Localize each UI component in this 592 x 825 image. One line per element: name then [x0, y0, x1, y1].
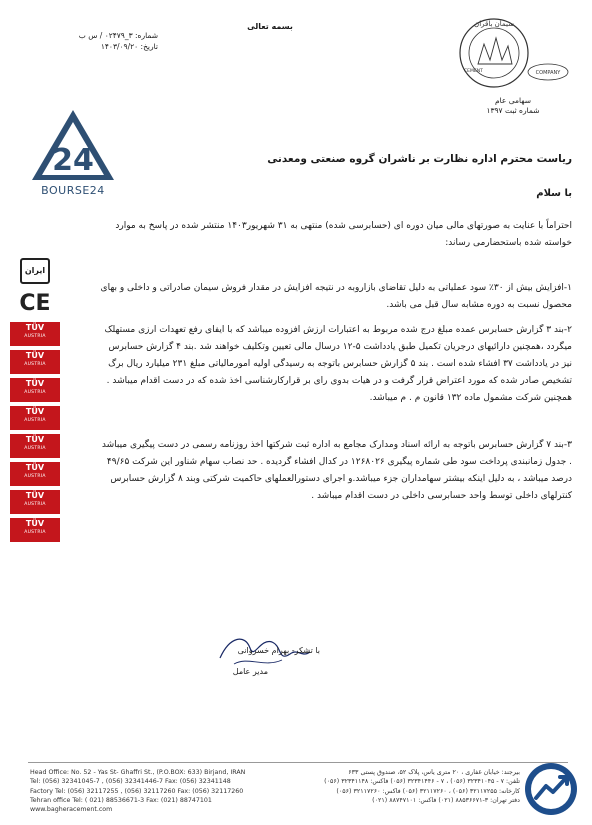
letter-date [28, 42, 158, 52]
seal-registration: شماره ثبت ۱۳۹۷ [486, 106, 540, 115]
tuv-austria-badge [8, 434, 62, 458]
tuv-badge-icon [10, 462, 60, 486]
tuv-title: TÜV [25, 379, 45, 388]
footer-fa-line: کارخانه: ۳۲۱۱۷۲۵۵ (۰۵۶) ، ۳۲۱۱۷۲۶۰ (۰۵۶) فاکس: ۳۲۱۱۷۲۶۰ (۰۵۶) [336, 787, 520, 795]
tuv-subtitle: AUSTRIA [24, 390, 46, 395]
signer-role: مدیر عامل [232, 667, 268, 676]
svg-text:24: 24 [52, 143, 94, 178]
bismillah: بسمه تعالی [247, 22, 293, 31]
seal-cement: CEMENT [464, 69, 483, 74]
seal-caption [458, 96, 568, 116]
tuv-badge-icon [10, 350, 60, 374]
letter-number [28, 31, 158, 41]
standard-mark-icon [8, 258, 62, 284]
tuv-subtitle: AUSTRIA [24, 530, 46, 535]
footer-fa-line: دفتر تهران: ۳-۸۸۵۳۶۶۷۱ (۰۲۱) فاکس: ۸۸۷۴۷۱۰۱ (۰۲۱) [372, 796, 520, 804]
tuv-austria-badge [8, 462, 62, 486]
tuv-badge-icon [10, 434, 60, 458]
standard-mark-label: ایران [20, 258, 50, 284]
number-value: ۳_۰۲۴۷۹ / س ب [78, 31, 133, 40]
seal-type: سهامی عام [494, 96, 532, 105]
footer-english [30, 768, 310, 814]
tuv-austria-badge [8, 518, 62, 542]
tuv-subtitle: AUSTRIA [24, 418, 46, 423]
footer-divider [28, 762, 568, 763]
tuv-title: TÜV [25, 351, 45, 360]
tuv-austria-badge [8, 322, 62, 346]
tuv-austria-badge [8, 350, 62, 374]
footer-en-line: Tel: (056) 32341045-7 , (056) 32341446-7 Fax: (056) 32341148 [30, 778, 231, 786]
tuv-badge-icon [10, 378, 60, 402]
footer-en-line: Factory Tel: (056) 32117255 , (056) 32117260 Fax: (056) 32117260 [30, 787, 244, 795]
ce-mark-icon: CE [19, 290, 51, 316]
footer-website: www.bagheracement.com [30, 806, 113, 814]
watermark-logo-icon [522, 760, 580, 818]
tuv-title: TÜV [25, 519, 45, 528]
tuv-title: TÜV [25, 435, 45, 444]
footer-fa-line: تلفن: ۷ - ۳۲۳۴۱۰۴۵ (۰۵۶) ، ۷ - ۳۲۳۴۱۴۴۶ (۰۵۶) فاکس: ۳۲۳۴۱۱۴۸ (۰۵۶) [324, 778, 520, 786]
tuv-subtitle: AUSTRIA [24, 446, 46, 451]
logo-text: BOURSE24 [41, 184, 105, 197]
signer-name: با تشکر- بهرام خسروانی [237, 646, 320, 655]
tuv-title: TÜV [25, 463, 45, 472]
tuv-title: TÜV [25, 491, 45, 500]
footer-en-line: Tehran office Tel: ( 021) 88536671-3 Fax: (021) 88747101 [30, 796, 212, 804]
footer-fa-line: بیرجند: خیابان غفاری ، ۲۰ متری یاس، پلاک ۵۲، صندوق پستی ۶۳۳ [348, 769, 520, 776]
tuv-subtitle: AUSTRIA [24, 474, 46, 479]
tuv-title: TÜV [25, 323, 45, 332]
paragraph-1: ۱-افزایش بیش از ۳۰٪ سود عملیاتی به دلیل تقاضای بازاروبه در نتیجه افزایش در مقدار فروش سیمان صادراتی و داخلی و بهای محصول نسبت به دوره مشابه سال قبل می باشد. [100, 283, 572, 310]
tuv-badge-icon [10, 518, 60, 542]
intro-paragraph: احتراماً با عنایت به صورتهای مالی میان دوره ای (حسابرسی شده) منتهی به ۳۱ شهریور۱۴۰۳ منتشر شده در پاسخ به موارد خواسته شده باستحضارمی رساند: [115, 221, 572, 248]
seal-name: سیمان باقران [474, 20, 514, 28]
number-label: شماره: [135, 31, 158, 40]
tuv-badge-icon [10, 322, 60, 346]
date-value: ۱۴۰۳/۰۹/۲۰ [100, 42, 139, 51]
bourse24-logo [28, 108, 118, 198]
seal-company: COMPANY [535, 70, 561, 76]
tuv-subtitle: AUSTRIA [24, 362, 46, 367]
recipient-line: ریاست محترم اداره نظارت بر ناشران گروه صنعتی ومعدنی [267, 153, 572, 165]
footer-en-line: Head Office: No. 52 - Yas St- Ghaffri St., (P.O.BOX: 633) Birjand, IRAN [30, 769, 246, 776]
tuv-subtitle: AUSTRIA [24, 334, 46, 339]
paragraph-3: ۳-بند ۷ گزارش حسابرس باتوجه به ارائه اسناد ومدارک مجامع به اداره ثبت شرکتها اخذ روزنامه رسمی در دست پیگیری میباشد . جدول زمانبندی پرداخت سود طی شماره پیگیری ۱۲۶۸۰۲۶ در کدال افشاء گردیده . حد نصاب سهام شناور این شرکت ۴۹/۶۵ درصد میباشد ، به دلیل اینکه بیشتر سهامداران جزء میباشد.و اجرای دستورالعملهای حاکمیت شرکتی وبند ۸ گزارش حسابرس کنترلهای داخلی توسط واحد حسابرسی داخلی در دست اقدام میباشد . [101, 440, 572, 501]
tuv-austria-badge [8, 490, 62, 514]
tuv-badge-icon [10, 406, 60, 430]
date-label: تاریخ: [140, 42, 158, 51]
tuv-title: TÜV [25, 407, 45, 416]
company-seal [452, 14, 572, 92]
certification-column [8, 258, 62, 546]
paragraph-2: ۲-بند ۳ گزارش حسابرس عمده مبلغ درج شده مربوط به اعتبارات ارزش افزوده میباشد که با ایفای رفع تعهدات ارزی مستهلک میگردد ،همچنین دارائیهای درجریان تکمیل طبق یادداشت ۵-۱۲ درسال مالی تعیین وتکلیف خواهند شد .بند ۴ گزارش حسابرس نیز در یادداشت ۳۷ افشاء شده است . بند ۵ گزارش حسابرس باتوجه به رسیدگی اولیه امورمالیاتی مبلغ ۲۳۱ میلیارد ریال برگ تشخیص صادر شده که مورد اعتراض قرار گرفت و در هیات بدوی رای بر قرارکارشناسی اخذ شده که در دست اقدام میباشد . همچنین شرکت مشمول ماده ۱۳۲ قانون م . م میباشد. [104, 325, 572, 403]
tuv-austria-badge [8, 378, 62, 402]
greeting: با سلام [536, 188, 572, 199]
tuv-badge-icon [10, 490, 60, 514]
tuv-austria-badge [8, 406, 62, 430]
tuv-subtitle: AUSTRIA [24, 502, 46, 507]
footer-persian [300, 768, 520, 805]
